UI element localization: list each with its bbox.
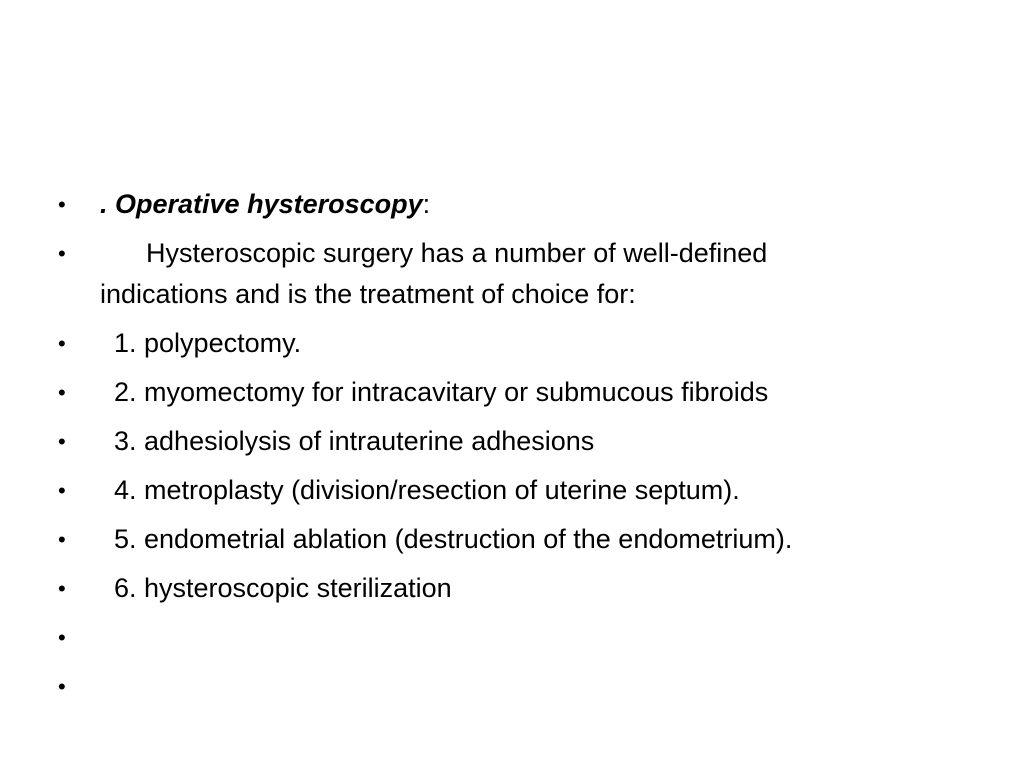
bullet-dot: •	[58, 527, 66, 552]
intro-line-2: indications and is the treatment of choice for:	[100, 279, 636, 309]
heading-suffix: :	[422, 189, 431, 219]
bullet-empty-2	[58, 666, 978, 707]
bullet-heading	[58, 184, 978, 225]
item-text: 1. polypectomy.	[114, 328, 302, 358]
item-text: 5. endometrial ablation (destruction of the endometrium).	[114, 524, 793, 554]
bullet-item-3	[58, 421, 978, 462]
bullet-intro	[58, 233, 978, 315]
heading-prefix: .	[100, 189, 116, 219]
bullet-dot: •	[58, 625, 66, 650]
bullet-item-1	[58, 323, 978, 364]
item-text: 2. myomectomy for intracavitary or submucous fibroids	[114, 377, 769, 407]
bullet-dot: •	[58, 429, 66, 454]
bullet-item-6	[58, 568, 978, 609]
intro-line-1: Hysteroscopic surgery has a number of well-defined	[146, 238, 768, 268]
bullet-list	[58, 184, 978, 715]
bullet-item-2	[58, 372, 978, 413]
bullet-item-5	[58, 519, 978, 560]
bullet-dot: •	[58, 192, 66, 217]
item-text: 3. adhesiolysis of intrauterine adhesions	[114, 426, 595, 456]
bullet-dot: •	[58, 478, 66, 503]
bullet-dot: •	[58, 331, 66, 356]
bullet-dot: •	[58, 674, 66, 699]
heading-title: Operative hysteroscopy	[115, 189, 423, 219]
bullet-empty-1	[58, 617, 978, 658]
bullet-item-4	[58, 470, 978, 511]
item-text: 6. hysteroscopic sterilization	[114, 573, 452, 603]
bullet-dot: •	[58, 380, 66, 405]
bullet-dot: •	[58, 576, 66, 601]
bullet-dot: •	[58, 241, 66, 266]
item-text: 4. metroplasty (division/resection of uterine septum).	[114, 475, 740, 505]
